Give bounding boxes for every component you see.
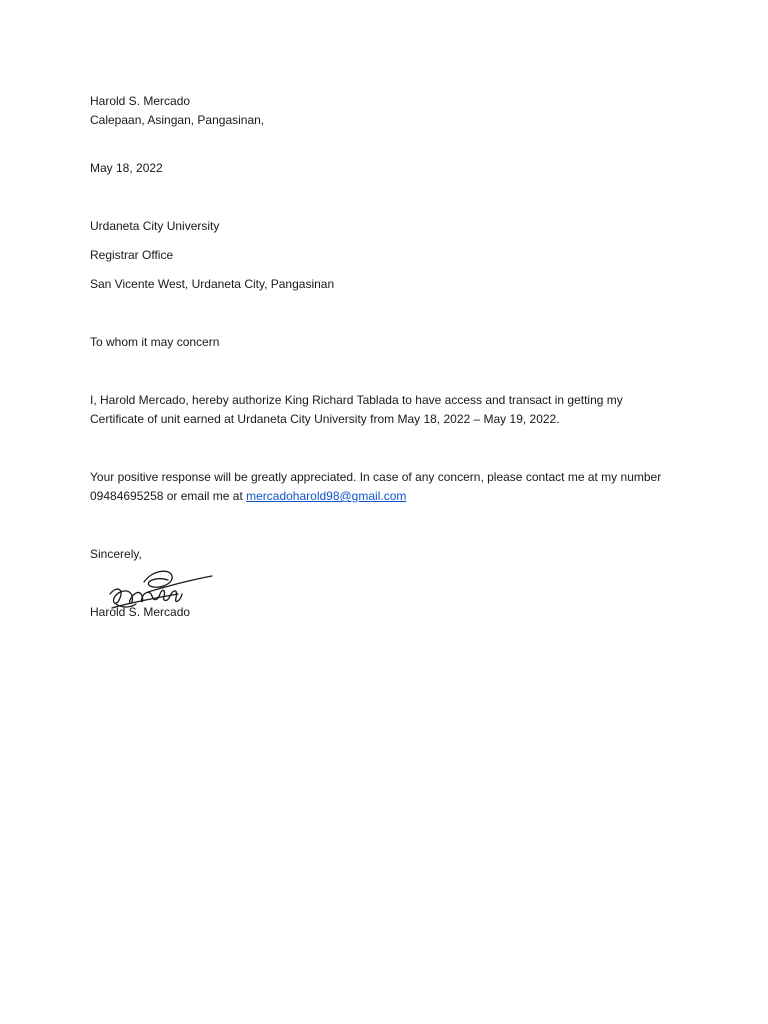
body-paragraph-contact bbox=[90, 468, 670, 506]
letter-date: May 18, 2022 bbox=[90, 161, 163, 175]
recipient-institution: Urdaneta City University bbox=[90, 219, 220, 233]
signatory-name: Harold S. Mercado bbox=[90, 605, 191, 619]
email-link[interactable]: mercadoharold98@gmail.com bbox=[246, 489, 407, 503]
recipient-office: Registrar Office bbox=[90, 248, 174, 262]
handwritten-signature bbox=[108, 568, 214, 614]
sender-address: Calepaan, Asingan, Pangasinan, bbox=[90, 113, 265, 127]
salutation: To whom it may concern bbox=[90, 335, 220, 349]
body-paragraph-authorization: I, Harold Mercado, hereby authorize King Richard Tablada to have access and transact in getting my Certificate of unit earned at Urdaneta City University from May 18, 2022 – May 19, 2022. bbox=[90, 393, 623, 426]
recipient-address: San Vicente West, Urdaneta City, Pangasinan bbox=[90, 277, 335, 291]
sender-name: Harold S. Mercado bbox=[90, 94, 191, 108]
contact-text: Your positive response will be greatly appreciated. In case of any concern, please contact me at my number 09484695258 or email me at bbox=[90, 470, 662, 503]
closing: Sincerely, bbox=[90, 547, 142, 561]
